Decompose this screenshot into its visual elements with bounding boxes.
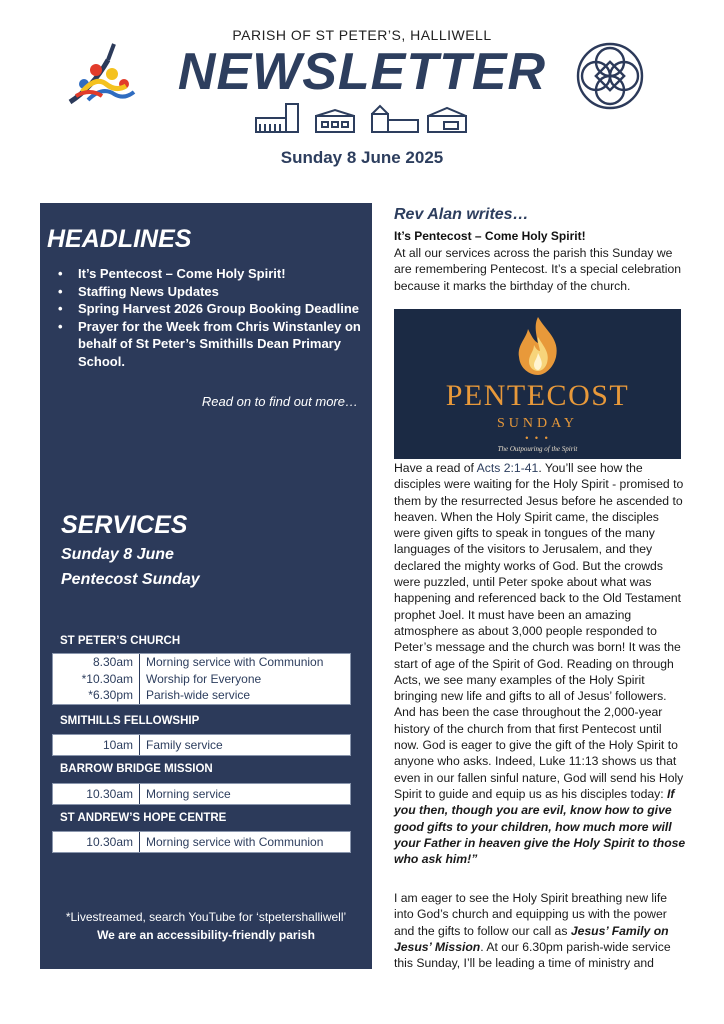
banner-word: PENTECOST [445, 379, 630, 412]
venue-st-andrews: ST ANDREW’S HOPE CENTRE [60, 812, 227, 824]
article-closing [394, 890, 686, 971]
venue-barrow-bridge: BARROW BRIDGE MISSION [60, 763, 213, 775]
parish-name: PARISH OF ST PETER’S, HALLIWELL [232, 27, 492, 43]
service-row [53, 832, 350, 852]
article-body [394, 460, 686, 867]
service-description: Morning service with Communion [146, 655, 324, 669]
venue-smithills-fellowship: SMITHILLS FELLOWSHIP [60, 715, 200, 727]
service-time: *10.30am [53, 671, 140, 688]
banner-dots: • • • [525, 433, 550, 443]
article-intro: At all our services across the parish this Sunday we are remembering Pentecost. It’s a special celebration because it marks the birthday of the church. [394, 246, 682, 293]
service-table-st-andrews [52, 831, 351, 853]
service-time: 10.30am [53, 832, 140, 852]
service-table-barrow-bridge [52, 783, 351, 805]
issue-date: Sunday 8 June 2025 [280, 148, 444, 167]
services-occasion: Pentecost Sunday [61, 571, 200, 588]
body-text: Have a read of [394, 461, 477, 475]
service-description: Morning service with Communion [146, 835, 324, 849]
flame-icon [512, 315, 564, 377]
article-byline: Rev Alan writes… [394, 206, 529, 223]
read-on-text: Read on to find out more… [201, 394, 358, 409]
headlines-list [58, 265, 363, 370]
service-time: 10.30am [53, 784, 140, 804]
headline-item: • It’s Pentecost – Come Holy Spirit! [58, 265, 363, 283]
banner-sunday: SUNDAY [496, 416, 579, 431]
venue-st-peters: ST PETER’S CHURCH [60, 635, 181, 647]
body-text: . At our 6.30pm parish-wide service this Sunday, I’ll be leading a time of ministry and [394, 939, 671, 971]
article-title: It’s Pentecost – Come Holy Spirit! [394, 229, 586, 243]
service-row [53, 687, 350, 704]
banner-tagline: The Outpouring of the Spirit [497, 445, 578, 453]
body-text: . You’ll see how the disciples were waiting for the Holy Spirit - promised to them by the resurrected Jesus before he ascended to heaven. When the Holy Spirit came, the disciples were given gifts to speak in tongues of the many languages of the visitors to Jerusalem, and they declared the mighty works of God. But the crowds were puzzled, until Peter spoke about what was happening and referenced back to the Old Testament prophet Joel. It must have been an amazing atmosphere as about 3,000 people responded to Peter’s message and the church was born! It was the start of age of the Spirit of God. Reading on through Acts, we see many examples of the Holy Spirit bringing new life and gifts to all of Jesus’ followers. And has been the case throughout the 2,000-year history of the church from that first Pentecost until now. God is eager to give the gift of the Holy Spirit to anyone who asks. Indeed, Luke 11:13 shows us that even in our fallen sinful nature, God will send his Holy Spirit to guide and equip us as his disciples today: [394, 461, 684, 801]
headline-item: • Prayer for the Week from Chris Winstanley on behalf of St Peter’s Smithills Dean Primary School. [58, 318, 363, 371]
service-description: Worship for Everyone [146, 671, 262, 686]
pentecost-banner [394, 309, 681, 459]
service-row [53, 654, 350, 671]
service-time: 8.30am [53, 654, 140, 671]
celtic-knot-icon [572, 40, 648, 112]
headline-item: • Spring Harvest 2026 Group Booking Deadline [58, 300, 363, 318]
service-row [53, 784, 350, 804]
headlines-services-panel [40, 203, 372, 969]
church-buildings-icon [254, 100, 469, 136]
services-date: Sunday 8 June [61, 546, 174, 563]
service-table-smithills [52, 734, 351, 756]
service-description: Family service [146, 738, 223, 752]
service-table-st-peters [52, 653, 351, 705]
mission-phrase: Jesus’ Family on Jesus’ Mission [394, 923, 669, 954]
newsletter-title: NEWSLETTER [177, 43, 547, 101]
livestream-note: *Livestreamed, search YouTube for ‘stpetershalliwell’ [65, 910, 347, 924]
service-description: Parish-wide service [146, 688, 251, 702]
scripture-reference: Acts 2:1-41 [476, 461, 539, 475]
service-row [53, 735, 350, 755]
service-time: 10am [53, 735, 140, 755]
services-heading: SERVICES [61, 511, 188, 539]
headline-item: • Staffing News Updates [58, 283, 363, 301]
service-description: Morning service [146, 787, 231, 801]
scripture-quote: If you then, though you are evil, know how to give good gifts to your children, how much more will your Father in heaven give the Holy Spirit to those who ask him!” [394, 786, 686, 867]
accessibility-note: We are an accessibility-friendly parish [97, 928, 315, 942]
body-text: I am eager to see the Holy Spirit breathing new life into God’s church and equipping us with the power and the gifts to follow our call as [394, 891, 668, 938]
service-row [53, 671, 350, 688]
service-time: *6.30pm [53, 687, 140, 704]
headlines-heading: HEADLINES [47, 225, 192, 253]
